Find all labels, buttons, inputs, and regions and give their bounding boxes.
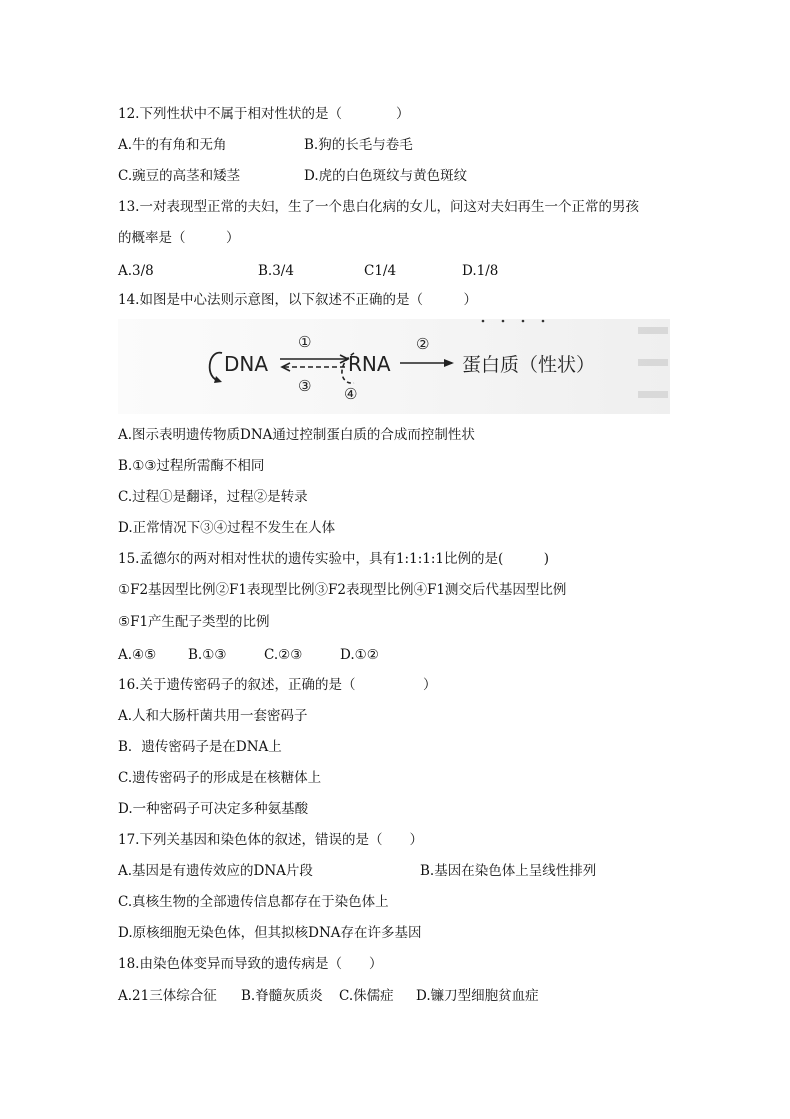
q13-option-a: A.3/8 [118, 263, 154, 279]
q13-option-d: D.1/8 [462, 263, 499, 279]
q18-option-d: D.镰刀型细胞贫血症 [416, 988, 539, 1004]
q13-option-b: B.3/4 [258, 263, 294, 279]
q16-option-c: C.遗传密码子的形成是在核糖体上 [118, 770, 322, 786]
q17-option-d: D.原核细胞无染色体，但其拟核DNA存在许多基因 [118, 925, 422, 941]
q12-option-c: C.豌豆的高茎和矮茎 [118, 168, 241, 184]
central-dogma-figure [118, 319, 670, 414]
protein-label: 蛋白质（性状） [462, 354, 596, 376]
q14-option-d: D.正常情况下③④过程不发生在人体 [118, 520, 336, 536]
dna-label: DNA [224, 352, 269, 376]
q15-stem: 15.孟德尔的两对相对性状的遗传实验中，具有1:1:1:1比例的是( ) [118, 551, 550, 567]
q17-option-c: C.真核生物的全部遗传信息都存在于染色体上 [118, 894, 389, 910]
q13-stem-line2: 的概率是（ ） [118, 230, 240, 246]
marker-3: ③ [298, 377, 312, 395]
marker-2: ② [416, 335, 430, 353]
q13-stem-line1: 13.一对表现型正常的夫妇，生了一个患白化病的女儿，问这对夫妇再生一个正常的男孩 [118, 199, 639, 215]
q18-option-c: C.侏儒症 [339, 988, 394, 1004]
q14-option-a: A.图示表明遗传物质DNA通过控制蛋白质的合成而控制性状 [118, 427, 475, 443]
q12-option-a: A.牛的有角和无角 [118, 137, 227, 153]
central-dogma-diagram [118, 319, 670, 414]
rna-label: RNA [348, 352, 391, 376]
q16-option-a: A.人和大肠杆菌共用一套密码子 [118, 708, 308, 724]
q12-stem: 12.下列性状中不属于相对性状的是（ ） [118, 106, 410, 122]
q17-option-b: B.基因在染色体上呈线性排列 [420, 863, 597, 879]
q15-option-d: D.①② [340, 647, 379, 663]
q18-option-a: A.21三体综合征 [118, 988, 217, 1004]
replication-arrowhead [214, 376, 222, 383]
q15-option-c: C.②③ [264, 647, 303, 663]
q16-stem: 16.关于遗传密码子的叙述，正确的是（ ） [118, 677, 437, 693]
q14-option-c: C.过程①是翻译，过程②是转录 [118, 489, 308, 505]
q17-option-a: A.基因是有遗传效应的DNA片段 [118, 863, 313, 879]
q17-stem: 17.下列关基因和染色体的叙述，错误的是（ ） [118, 832, 423, 848]
q18-option-b: B.脊髓灰质炎 [241, 988, 323, 1004]
marker-4: ④ [344, 385, 358, 403]
q13-option-c: C1/4 [364, 263, 397, 279]
q16-option-d: D.一种密码子可决定多种氨基酸 [118, 801, 309, 817]
q12-option-d: D.虎的白色斑纹与黄色斑纹 [304, 168, 468, 184]
q16-option-b: B．遗传密码子是在DNA上 [118, 739, 282, 755]
q15-items-line2: ⑤F1产生配子类型的比例 [118, 614, 270, 630]
marker-1: ① [298, 333, 312, 351]
q15-option-b: B.①③ [188, 647, 227, 663]
q14-option-b: B.①③过程所需酶不相同 [118, 458, 265, 474]
q15-items-line1: ①F2基因型比例②F1表现型比例③F2表现型比例④F1测交后代基因型比例 [118, 582, 567, 598]
q15-option-a: A.④⑤ [118, 647, 157, 663]
q14-stem: 14.如图是中心法则示意图，以下叙述不正确的是（ ） [118, 292, 477, 308]
q12-option-b: B.狗的长毛与卷毛 [304, 137, 413, 153]
q18-stem: 18.由染色体变异而导致的遗传病是（ ） [118, 956, 383, 972]
